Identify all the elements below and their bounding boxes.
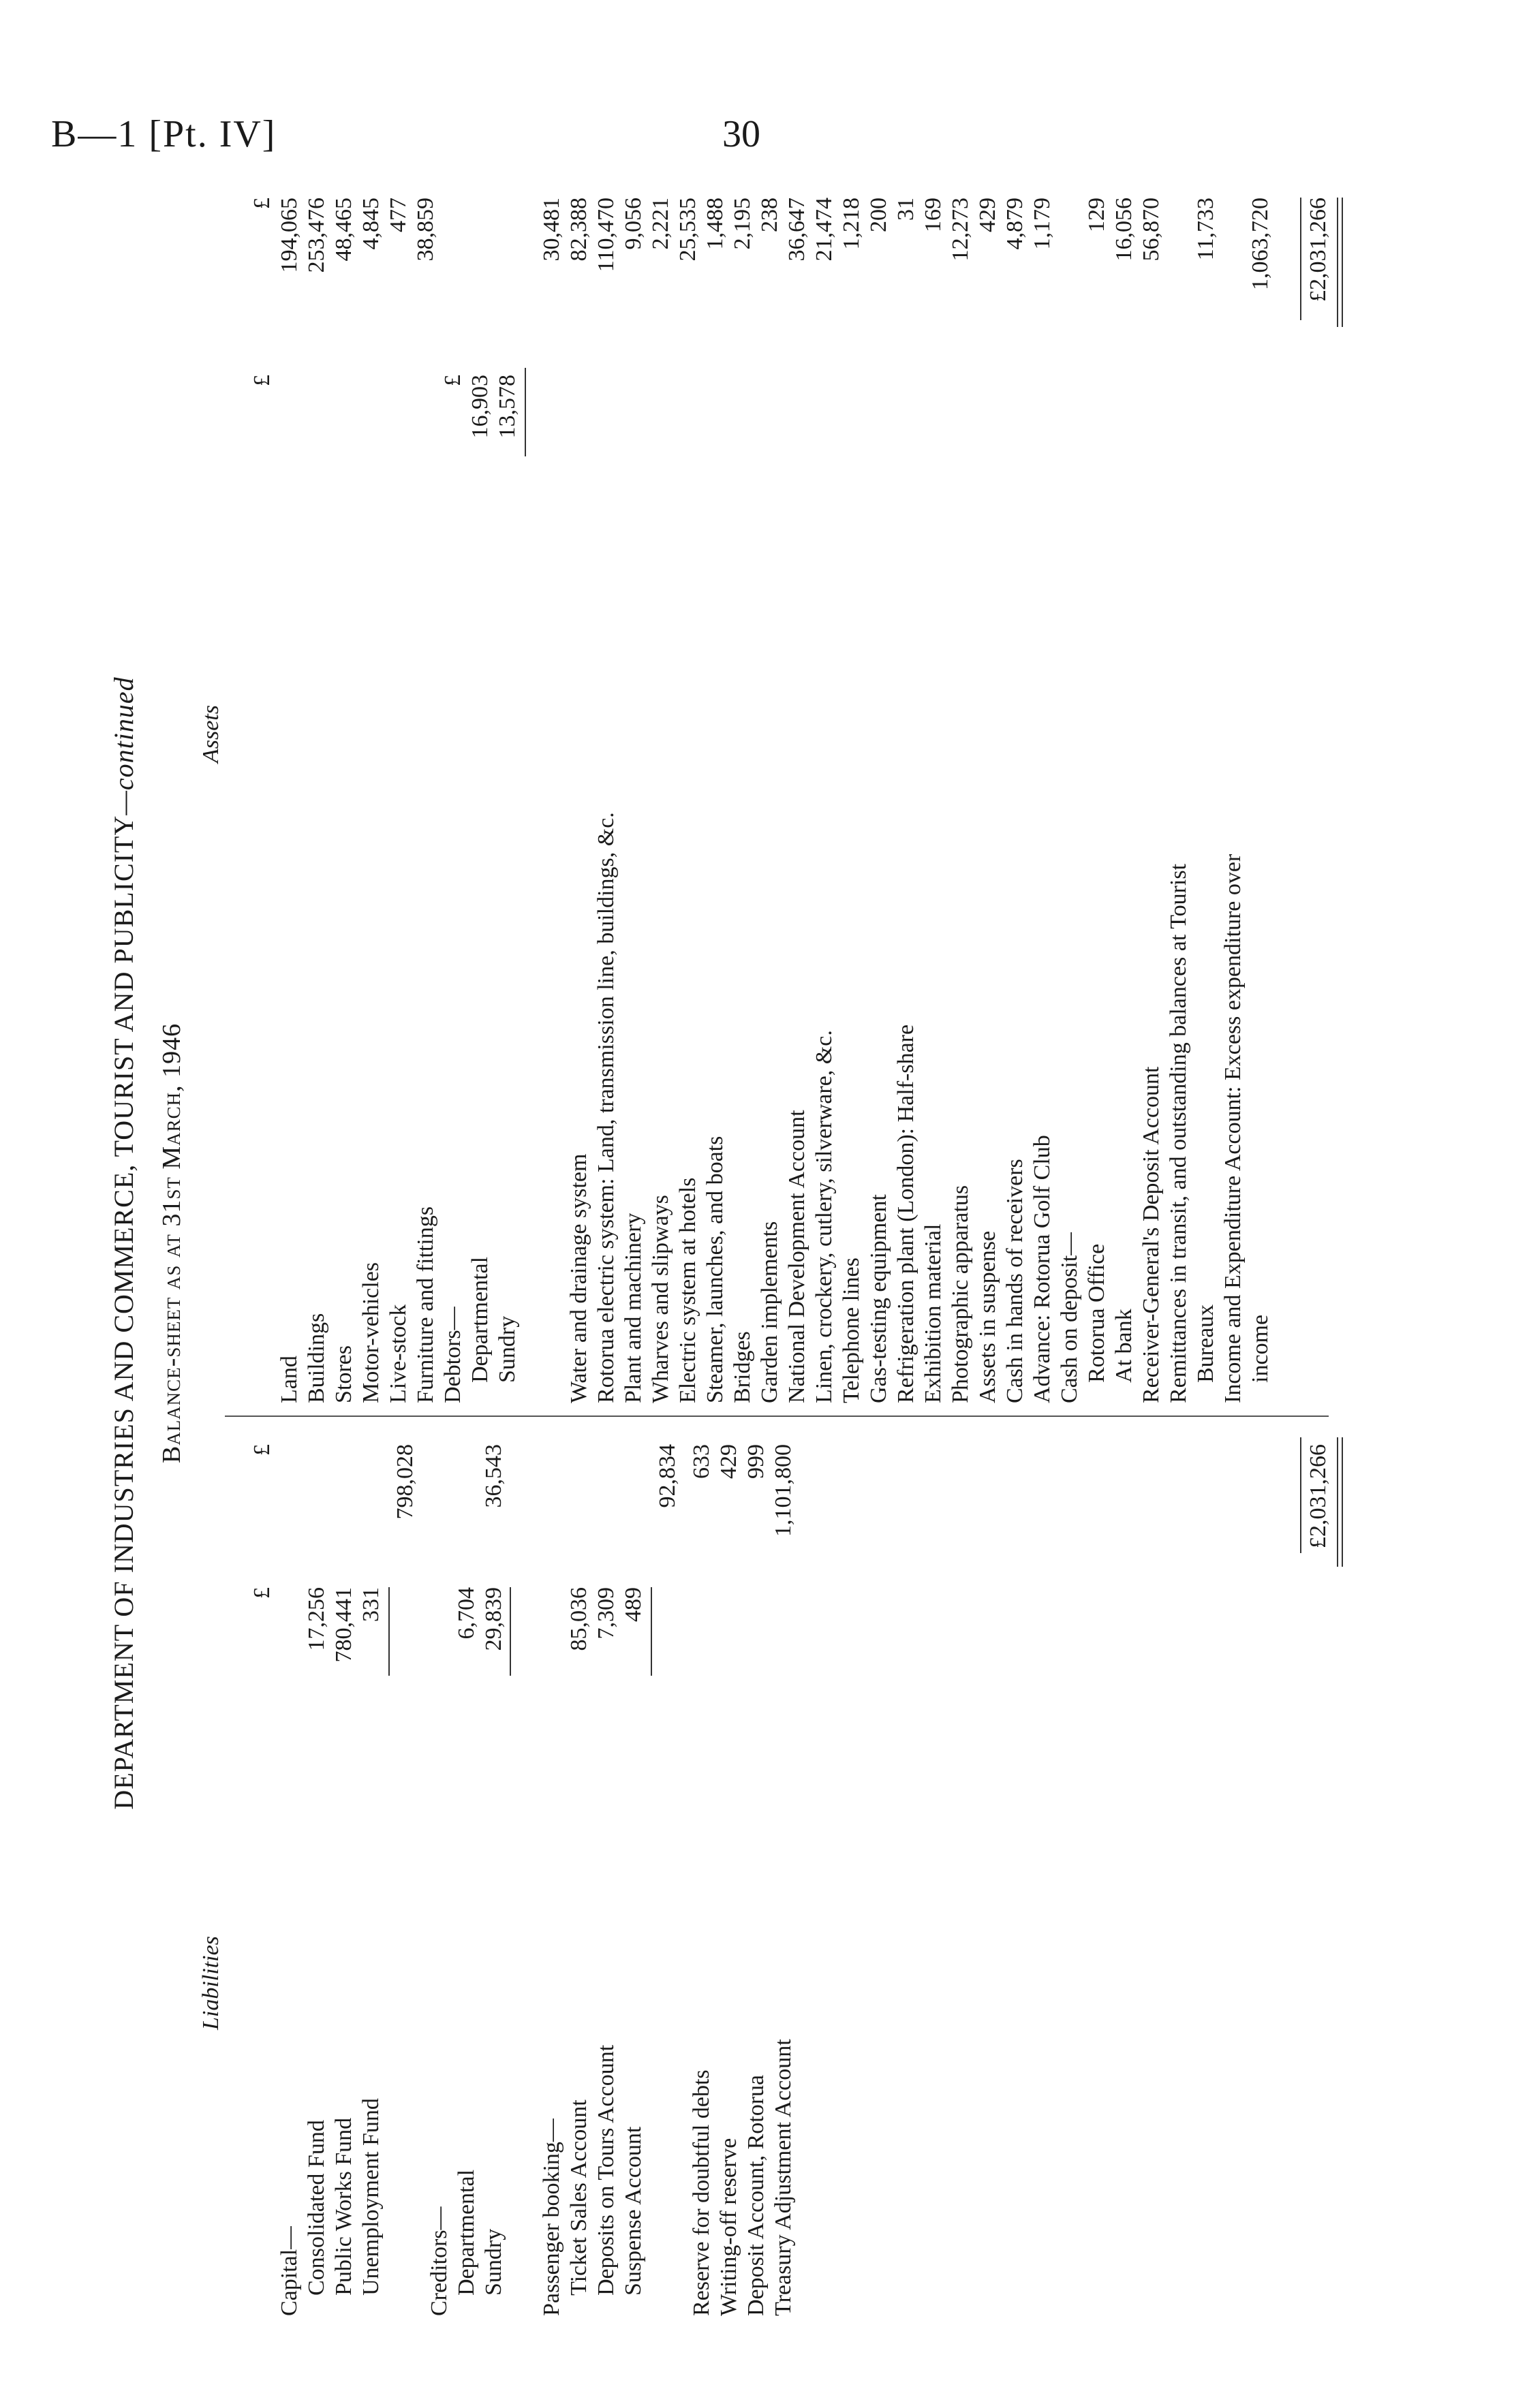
liabilities-grand-total-row	[1305, 1424, 1332, 2316]
receiver-general-row	[1138, 184, 1165, 1403]
plant-machinery-label: Plant and machinery	[621, 1213, 646, 1403]
stores-amount: 48,465	[331, 198, 356, 262]
debtors-sundry-label: Sundry	[495, 1315, 520, 1383]
income-line1-row	[1220, 184, 1247, 1403]
assets-suspense-label: Assets in suspense	[975, 1230, 1000, 1403]
reserve-doubtful-label: Reserve for doubtful debts	[689, 2069, 714, 2316]
passenger-booking-label: Passenger booking—	[539, 2118, 564, 2316]
consolidated-fund-label: Consolidated Fund	[304, 2120, 329, 2296]
assets-suspense-amount: 429	[975, 198, 1000, 232]
wharves-row	[647, 184, 675, 1403]
electric-hotels-amount: 25,535	[675, 198, 700, 262]
capital-label: Capital—	[277, 2225, 302, 2316]
furniture-amount: 38,859	[413, 198, 438, 262]
assets-heading: Assets	[198, 705, 223, 763]
national-dev-label: National Development Account	[784, 1110, 809, 1403]
unemployment-fund-row	[358, 1424, 385, 2316]
deposit-rotorua-label: Deposit Account, Rotorua	[743, 2074, 769, 2316]
electric-hotels-label: Electric system at hotels	[675, 1177, 700, 1403]
ticket-sales-amount: 85,036	[566, 1587, 591, 1651]
debtors-total-amount: 30,481	[539, 198, 564, 262]
garden-row	[756, 184, 784, 1403]
debtors-label: Debtors—	[440, 1307, 465, 1403]
plant-machinery-row	[620, 184, 647, 1403]
exhibition-row	[920, 184, 947, 1403]
water-drainage-amount: 82,388	[566, 198, 591, 262]
advance-golf-amount: 1,179	[1030, 198, 1055, 250]
unemployment-fund-amount: 331	[358, 1587, 384, 1622]
linen-row	[811, 184, 838, 1403]
exhibition-label: Exhibition material	[921, 1223, 946, 1403]
reserve-doubtful-row	[688, 1424, 715, 2316]
cash-receivers-amount: 4,879	[1002, 198, 1028, 250]
national-dev-row	[784, 184, 811, 1403]
capital-header	[276, 1424, 303, 2316]
liabilities-currency-row	[249, 1424, 276, 2316]
liabilities-grand-total: £2,031,266	[1306, 1444, 1331, 1548]
cash-receivers-row	[1002, 184, 1029, 1403]
remittances-label-line1: Remittances in transit, and outstanding balances at Tourist	[1166, 863, 1191, 1403]
deposits-tours-row	[593, 1424, 620, 2316]
furniture-label: Furniture and fittings	[413, 1206, 438, 1403]
receiver-general-label: Receiver-General's Deposit Account	[1139, 1066, 1164, 1403]
creditors-departmental-label: Departmental	[454, 2169, 479, 2296]
bridges-label: Bridges	[730, 1331, 755, 1403]
cash-deposit-label: Cash on deposit—	[1057, 1232, 1082, 1403]
telephone-amount: 1,218	[839, 198, 864, 250]
garden-label: Garden implements	[757, 1221, 782, 1403]
gas-testing-row	[865, 184, 893, 1403]
liabilities-heading: Liabilities	[198, 1936, 223, 2030]
buildings-label: Buildings	[304, 1313, 329, 1403]
creditors-total-amount: 36,543	[481, 1444, 506, 1508]
debtors-departmental-amount: 16,903	[467, 375, 493, 439]
sheet-subtitle: Balance-sheet as at 31st March, 1946	[157, 1022, 186, 1464]
land-row	[276, 184, 303, 1403]
liabilities-col1-currency: £	[249, 1587, 275, 1599]
writing-off-label: Writing-off reserve	[716, 2138, 741, 2316]
suspense-account-amount: 489	[621, 1587, 646, 1622]
cash-deposit-header	[1056, 184, 1083, 1403]
water-drainage-label: Water and drainage system	[566, 1153, 591, 1403]
assets-total-rule	[1300, 198, 1301, 320]
liabilities-total-rule	[1300, 1437, 1301, 1553]
treasury-adjustment-label: Treasury Adjustment Account	[771, 2039, 796, 2316]
remittances-row	[1192, 184, 1220, 1403]
reserve-doubtful-amount: 633	[689, 1444, 714, 1479]
public-works-fund-amount: 780,441	[331, 1587, 356, 1663]
debtors-currency: £	[440, 375, 465, 386]
rotorua-electric-amount: 110,470	[593, 198, 619, 272]
wharves-amount: 2,221	[648, 198, 673, 250]
balance-sheet	[102, 170, 1410, 2316]
advance-golf-row	[1029, 184, 1056, 1403]
debtors-sundry-row	[494, 184, 521, 1403]
assets-currency-row	[249, 184, 276, 1403]
remittances-label: Bureaux	[1193, 1304, 1218, 1383]
passenger-subtotal-rule	[651, 1587, 652, 1676]
wharves-label: Wharves and slipways	[648, 1195, 673, 1403]
motor-vehicles-label: Motor-vehicles	[358, 1262, 384, 1403]
creditors-subtotal-rule	[510, 1587, 511, 1676]
consolidated-fund-amount: 17,256	[304, 1587, 329, 1651]
bridges-row	[729, 184, 756, 1403]
ticket-sales-label: Ticket Sales Account	[566, 2099, 591, 2296]
photographic-label: Photographic apparatus	[948, 1185, 973, 1403]
deposits-tours-label: Deposits on Tours Account	[593, 2044, 619, 2296]
writing-off-row	[715, 1424, 743, 2316]
title-suffix: —continued	[108, 676, 139, 815]
motor-vehicles-amount: 4,845	[358, 198, 384, 250]
refrigeration-label: Refrigeration plant (London): Half-share	[893, 1024, 918, 1403]
rotorua-electric-label: Rotorua electric system: Land, transmission line, buildings, &c.	[593, 812, 619, 1403]
garden-amount: 238	[757, 198, 782, 232]
assets-col1-currency: £	[249, 375, 275, 386]
passenger-header	[538, 1424, 566, 2316]
linen-label: Linen, crockery, cutlery, silverware, &c.	[812, 1030, 837, 1403]
public-works-fund-label: Public Works Fund	[331, 2117, 356, 2296]
creditors-sundry-amount: 29,839	[481, 1587, 506, 1651]
receiver-general-amount: 56,870	[1139, 198, 1164, 262]
income-amount: 1,063,720	[1248, 198, 1273, 290]
debtors-header	[439, 184, 467, 1403]
capital-total-row	[392, 1424, 419, 2316]
water-drainage-row	[566, 184, 593, 1403]
land-amount: 194,065	[277, 198, 302, 273]
furniture-row	[412, 184, 439, 1403]
deposits-tours-amount: 7,309	[593, 1587, 619, 1640]
debtors-departmental-row	[467, 184, 494, 1403]
creditors-departmental-amount: 6,704	[454, 1587, 479, 1640]
rotorua-office-amount: 129	[1084, 198, 1109, 232]
rotorua-electric-row	[593, 184, 620, 1403]
income-label: income	[1248, 1314, 1273, 1383]
live-stock-amount: 477	[386, 198, 411, 232]
telephone-row	[838, 184, 865, 1403]
income-label-line1: Income and Expenditure Account: Excess expenditure over	[1220, 854, 1246, 1403]
debtors-departmental-label: Departmental	[467, 1256, 493, 1383]
title-text: DEPARTMENT OF INDUSTRIES AND COMMERCE, TOURIST AND PUBLICITY	[108, 815, 139, 1810]
capital-subtotal-rule	[388, 1587, 390, 1676]
creditors-departmental-row	[453, 1424, 480, 2316]
at-bank-row	[1111, 184, 1138, 1403]
gas-testing-label: Gas-testing equipment	[866, 1194, 891, 1403]
rotorua-office-label: Rotorua Office	[1084, 1243, 1109, 1383]
column-divider	[225, 1416, 1329, 1417]
debtors-total-row	[538, 184, 566, 1403]
assets-suspense-row	[974, 184, 1002, 1403]
steamer-amount: 1,488	[702, 198, 728, 250]
advance-golf-label: Advance: Rotorua Golf Club	[1030, 1135, 1055, 1403]
capital-total-amount: 798,028	[392, 1444, 418, 1520]
at-bank-label: At bank	[1111, 1309, 1137, 1383]
photographic-amount: 12,273	[948, 198, 973, 262]
public-works-fund-row	[330, 1424, 358, 2316]
deposit-rotorua-row	[743, 1424, 770, 2316]
page-reference: B—1 [Pt. IV]	[51, 113, 277, 155]
live-stock-row	[385, 184, 412, 1403]
assets-total-double-rule	[1337, 198, 1343, 327]
exhibition-amount: 169	[921, 198, 946, 232]
photographic-row	[947, 184, 974, 1403]
creditors-sundry-label: Sundry	[481, 2228, 506, 2296]
creditors-sundry-row	[480, 1424, 508, 2316]
steamer-row	[702, 184, 729, 1403]
unemployment-fund-label: Unemployment Fund	[358, 2098, 384, 2296]
suspense-account-row	[620, 1424, 647, 2316]
liabilities-col2-currency: £	[249, 1444, 275, 1456]
rotorua-office-row	[1083, 184, 1111, 1403]
telephone-label: Telephone lines	[839, 1257, 864, 1403]
debtors-subtotal-rule	[525, 368, 526, 456]
live-stock-label: Live-stock	[386, 1304, 411, 1403]
passenger-total-amount: 92,834	[655, 1444, 680, 1508]
at-bank-amount: 16,056	[1111, 198, 1137, 262]
debtors-sundry-amount: 13,578	[495, 375, 520, 439]
linen-amount: 21,474	[812, 198, 837, 262]
national-dev-amount: 36,647	[784, 198, 809, 262]
creditors-label: Creditors—	[427, 2206, 452, 2316]
motor-vehicles-row	[358, 184, 385, 1403]
treasury-adjustment-row	[770, 1424, 797, 2316]
creditors-header	[426, 1424, 453, 2316]
refrigeration-amount: 31	[893, 198, 918, 221]
stores-row	[330, 184, 358, 1403]
suspense-account-label: Suspense Account	[621, 2126, 646, 2296]
assets-grand-total: £2,031,266	[1306, 198, 1331, 302]
bridges-amount: 2,195	[730, 198, 755, 250]
stores-label: Stores	[331, 1345, 356, 1403]
land-label: Land	[277, 1356, 302, 1403]
buildings-row	[303, 184, 330, 1403]
cash-receivers-label: Cash in hands of receivers	[1002, 1159, 1028, 1403]
assets-grand-total-row	[1305, 184, 1332, 1403]
consolidated-fund-row	[303, 1424, 330, 2316]
deposit-rotorua-amount: 999	[743, 1444, 769, 1479]
liabilities-total-double-rule	[1337, 1437, 1343, 1567]
remittances-line1-row	[1165, 184, 1192, 1403]
treasury-adjustment-amount: 1,101,800	[771, 1444, 796, 1537]
buildings-amount: 253,476	[304, 198, 329, 273]
gas-testing-amount: 200	[866, 198, 891, 232]
assets-col2-currency: £	[249, 198, 275, 209]
steamer-label: Steamer, launches, and boats	[702, 1136, 728, 1403]
passenger-total-row	[654, 1424, 681, 2316]
electric-hotels-row	[675, 184, 702, 1403]
sheet-title	[110, 170, 138, 2316]
ticket-sales-row	[566, 1424, 593, 2316]
page-number: 30	[722, 113, 760, 155]
income-row	[1247, 184, 1274, 1403]
plant-machinery-amount: 9,056	[621, 198, 646, 250]
remittances-amount: 11,733	[1193, 198, 1218, 261]
writing-off-amount: 429	[716, 1444, 741, 1479]
refrigeration-row	[893, 184, 920, 1403]
